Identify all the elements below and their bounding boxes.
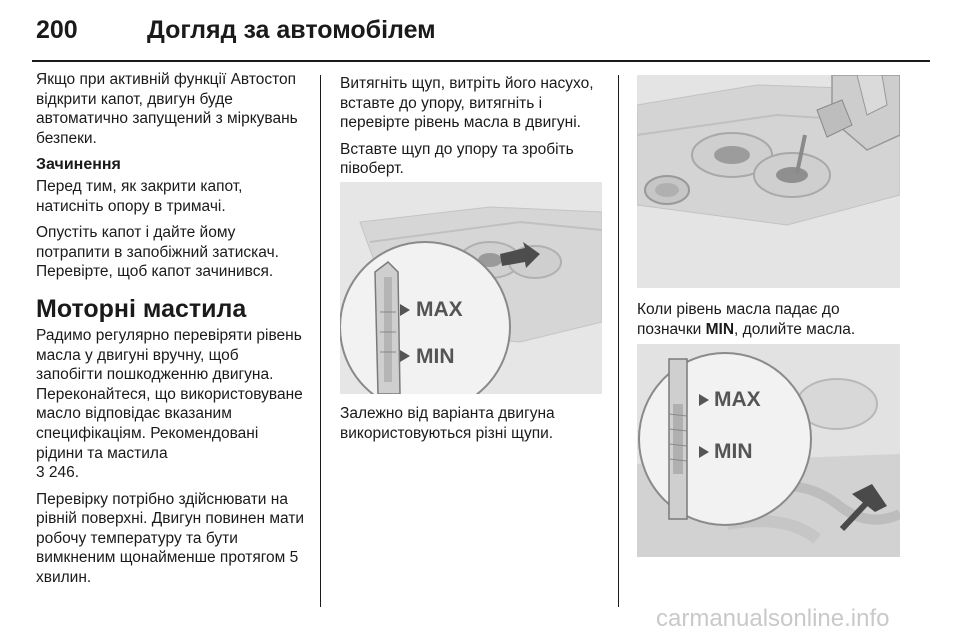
column-right (637, 300, 907, 346)
paragraph (637, 300, 907, 339)
column-middle (340, 74, 610, 186)
column-left (36, 70, 306, 595)
paragraph: Витягніть щуп, витріть його насухо, вставте до упору, витягніть і перевірте рівень масла в двигуні. (340, 75, 594, 132)
watermark: carmanualsonline.info (656, 605, 890, 632)
dipstick-figure-2 (637, 344, 900, 557)
header-rule (32, 60, 930, 62)
paragraph: Перед тим, як закрити капот, натисніть опору в тримачі. (36, 177, 243, 215)
paragraph-text: , долийте масла. (734, 320, 856, 338)
paragraph-text: Радимо регулярно перевіряти рівень масла у двигуні вручну, щоб запобігти пошкодженню двигуна. Переконайтеся, що використовуване масло відповідає вказаним специфікаціям. Рекомендовані рідини та мастила (36, 326, 303, 462)
page-header (32, 12, 930, 52)
min-label: MIN (416, 345, 455, 368)
page-number: 200 (36, 16, 78, 44)
max-label: MAX (416, 298, 463, 321)
paragraph: Перевірку потрібно здійснювати на рівній поверхні. Двигун повинен мати робочу температуру та бути вимкненим щонайменше протягом 5 хвилин. (36, 490, 305, 587)
column-middle-lower (340, 404, 610, 450)
section-heading: Зачинення (36, 156, 121, 174)
column-divider (618, 75, 619, 607)
max-label: MAX (714, 388, 761, 411)
dipstick-figure-1 (340, 182, 602, 394)
chapter-heading: Моторні мастила (36, 294, 247, 323)
paragraph: Вставте щуп до упору та зробіть півоберт. (340, 140, 574, 178)
paragraph-text: Коли рівень масла падає до позначки (637, 301, 840, 338)
min-mark: MIN (705, 320, 735, 338)
paragraph: Якщо при активній функції Автостоп відкрити капот, двигун буде автоматично запущений з міркувань безпеки. (36, 71, 298, 147)
paragraph: Опустіть капот і дайте йому потрапити в запобіжний затискач. Перевірте, щоб капот зачинився. (36, 224, 279, 281)
min-label: MIN (714, 440, 753, 463)
paragraph (36, 326, 306, 483)
oil-filling-figure (637, 75, 900, 288)
page-reference: 3 246. (36, 464, 80, 482)
paragraph: Залежно від варіанта двигуна використовуються різні щупи. (340, 405, 555, 442)
column-divider (320, 75, 321, 607)
page-title: Догляд за автомобілем (147, 16, 436, 44)
